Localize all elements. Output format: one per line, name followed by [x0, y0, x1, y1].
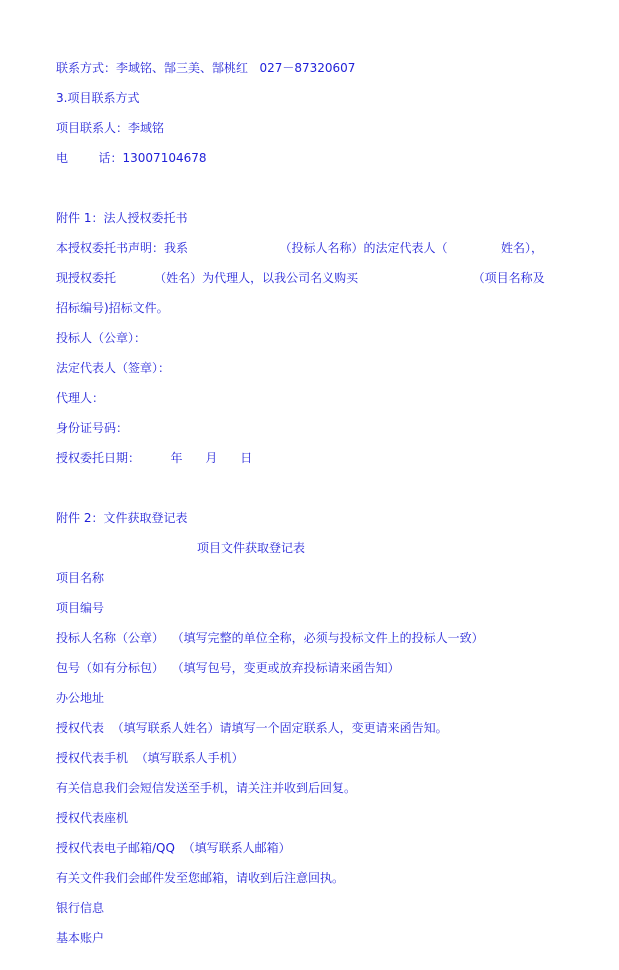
authorized-representative-label: 授权代表 （填写联系人姓名）请填写一个固定联系人，变更请来函告知。 — [56, 721, 448, 735]
project-number-label: 项目编号 — [56, 601, 105, 615]
bank-info-label: 银行信息 — [56, 901, 105, 915]
authorization-text-line-3: 招标编号)招标文件。 — [56, 301, 169, 315]
authorized-representative-landline-label: 授权代表座机 — [56, 811, 129, 825]
id-number-line: 身份证号码： — [56, 421, 129, 435]
legal-representative-signature-line: 法定代表人（签章）： — [56, 361, 171, 375]
email-notice-text: 有关文件我们会邮件发至您邮箱，请收到后注意回执。 — [56, 871, 345, 885]
form-title: 项目文件获取登记表 — [197, 541, 306, 555]
attachment-1-heading: 附件 1：法人授权委托书 — [56, 211, 188, 225]
bidder-name-label: 投标人名称（公章） （填写完整的单位全称，必须与投标文件上的投标人一致） — [56, 631, 484, 645]
authorized-representative-email-label: 授权代表电子邮箱/QQ （填写联系人邮箱） — [56, 841, 291, 855]
authorization-text-line-1: 本授权委托书声明：我系 （投标人名称）的法定代表人（ 姓名）， — [56, 241, 543, 255]
section-3-heading: 3.项目联系方式 — [56, 91, 140, 105]
agent-line: 代理人： — [56, 391, 105, 405]
package-number-label: 包号（如有分标包） （填写包号，变更或放弃投标请来函告知） — [56, 661, 400, 675]
office-address-label: 办公地址 — [56, 691, 105, 705]
project-contact-line: 项目联系人：李域铭 — [56, 121, 165, 135]
authorization-date-line: 授权委托日期： 年 月 日 — [56, 451, 253, 465]
project-name-label: 项目名称 — [56, 571, 105, 585]
authorization-text-line-2: 现授权委托 （姓名）为代理人，以我公司名义购买 （项目名称及 — [56, 271, 545, 285]
contact-methods-line: 联系方式：李域铭、郜三美、郜桃红 027－87320607 — [56, 61, 356, 75]
phone-line: 电 话：13007104678 — [56, 151, 207, 165]
bidder-seal-line: 投标人（公章）： — [56, 331, 147, 345]
attachment-2-heading: 附件 2：文件获取登记表 — [56, 511, 188, 525]
basic-account-label: 基本账户 — [56, 931, 105, 945]
sms-notice-text: 有关信息我们会短信发送至手机，请关注并收到后回复。 — [56, 781, 357, 795]
authorized-representative-mobile-label: 授权代表手机 （填写联系人手机） — [56, 751, 244, 765]
